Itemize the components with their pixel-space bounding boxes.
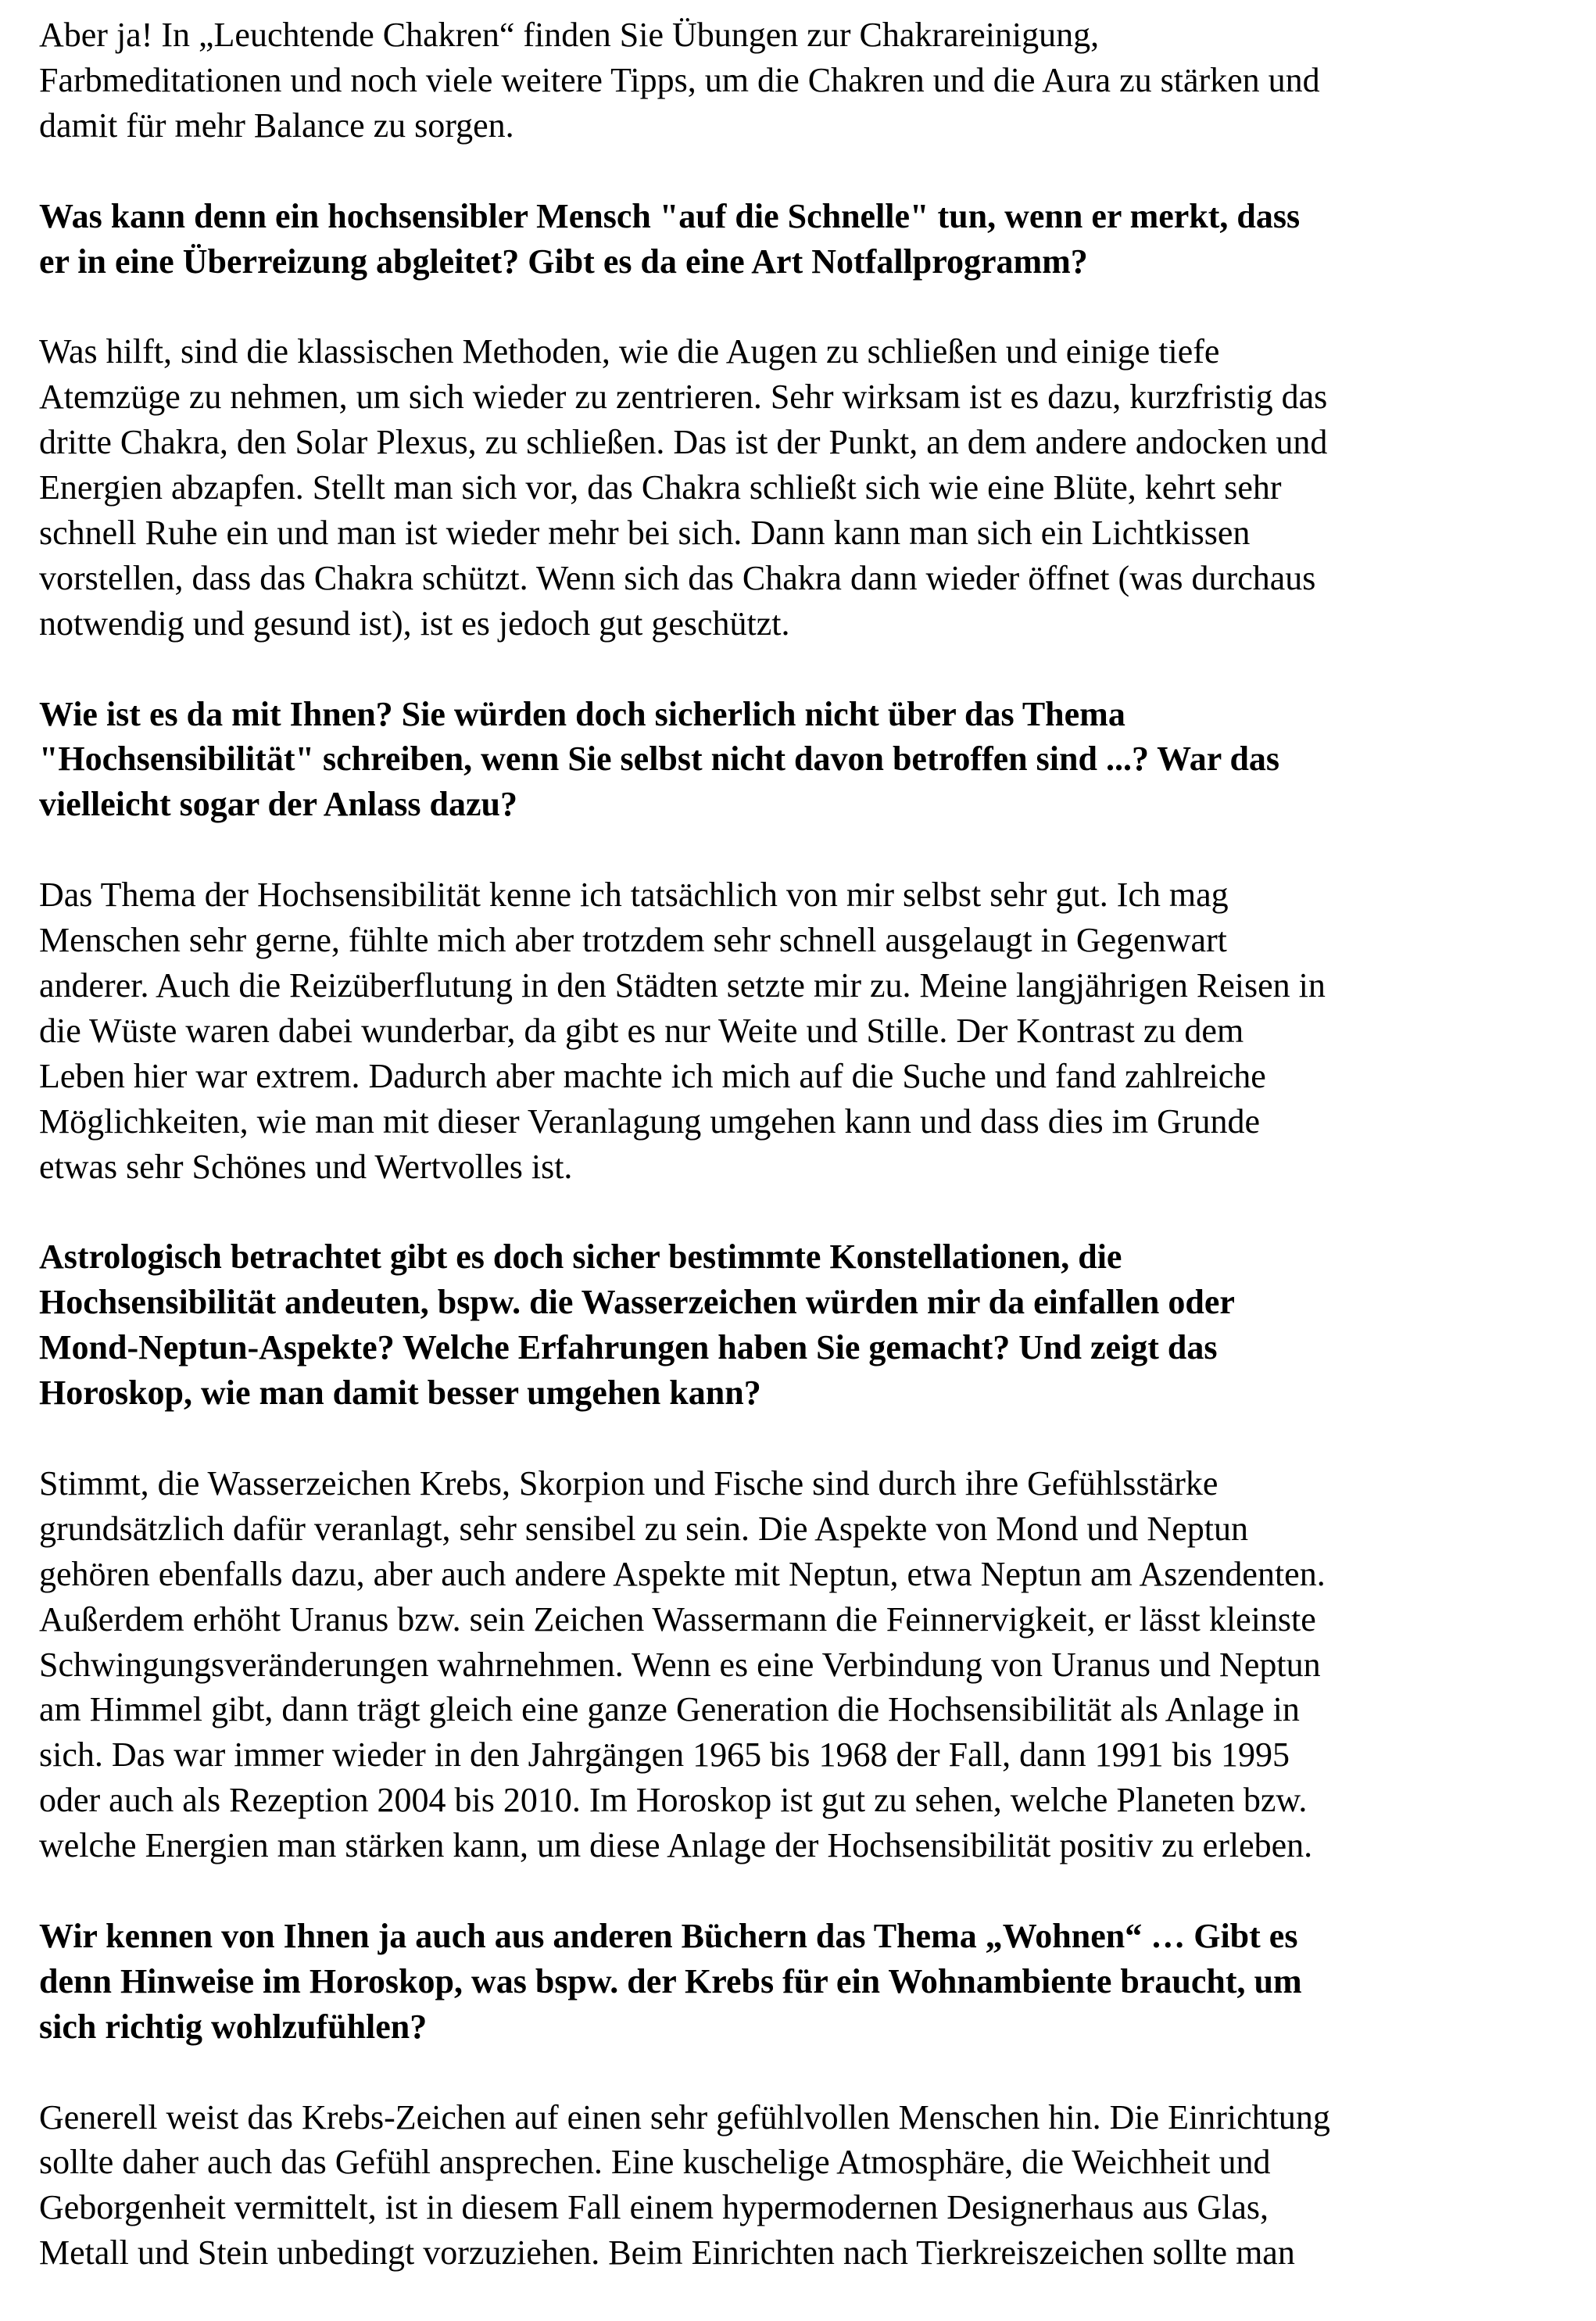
document-body: [39, 13, 1565, 2321]
answer-paragraph: [39, 2095, 1565, 2276]
text-line: damit für mehr Balance zu sorgen.: [39, 106, 514, 145]
text-line: vielleicht sogar der Anlass dazu?: [39, 785, 517, 824]
question-heading: [39, 194, 1565, 285]
question-heading: [39, 1234, 1565, 1416]
text-line: schnell Ruhe ein und man ist wieder mehr bei sich. Dann kann man sich ein Lichtkissen: [39, 513, 1251, 552]
text-line: "Hochsensibilität" schreiben, wenn Sie selbst nicht davon betroffen sind ...? War das: [39, 740, 1280, 779]
text-line: Atemzüge zu nehmen, um sich wieder zu zentrieren. Sehr wirksam ist es dazu, kurzfristig das: [39, 378, 1328, 417]
text-line: Metall und Stein unbedingt vorzuziehen. Beim Einrichten nach Tierkreiszeichen sollte man: [39, 2233, 1295, 2273]
answer-paragraph: [39, 872, 1565, 1189]
text-line: Was kann denn ein hochsensibler Mensch "auf die Schnelle" tun, wenn er merkt, dass: [39, 196, 1301, 235]
text-line: sich. Das war immer wieder in den Jahrgängen 1965 bis 1968 der Fall, dann 1991 bis 1995: [39, 1735, 1290, 1775]
text-line: vorstellen, dass das Chakra schützt. Wenn sich das Chakra dann wieder öffnet (was durchaus: [39, 558, 1316, 597]
text-line: Generell weist das Krebs-Zeichen auf einen sehr gefühlvollen Menschen hin. Die Einrichtung: [39, 2097, 1330, 2137]
text-line: sollte daher auch das Gefühl ansprechen. Eine kuschelige Atmosphäre, die Weichheit und: [39, 2143, 1271, 2182]
text-line: Stimmt, die Wasserzeichen Krebs, Skorpion und Fische sind durch ihre Gefühlsstärke: [39, 1463, 1218, 1503]
text-line: welche Energien man stärken kann, um diese Anlage der Hochsensibilität positiv zu erleben.: [39, 1826, 1313, 1865]
text-line: notwendig und gesund ist), ist es jedoch gut geschützt.: [39, 604, 790, 643]
text-line: Energien abzapfen. Stellt man sich vor, das Chakra schließt sich wie eine Blüte, kehrt sehr: [39, 468, 1282, 507]
text-line: Möglichkeiten, wie man mit dieser Veranlagung umgehen kann und dass dies im Grunde: [39, 1101, 1261, 1141]
text-line: Was hilft, sind die klassischen Methoden, wie die Augen zu schließen und einige tiefe: [39, 332, 1220, 371]
text-line: gehören ebenfalls dazu, aber auch andere Aspekte mit Neptun, etwa Neptun am Aszendenten.: [39, 1554, 1326, 1593]
text-line: Wir kennen von Ihnen ja auch aus anderen Büchern das Thema „Wohnen“ … Gibt es: [39, 1916, 1298, 1955]
question-heading: [39, 1914, 1565, 2050]
text-line: Geborgenheit vermittelt, ist in diesem Fall einem hypermodernen Designerhaus aus Glas,: [39, 2188, 1269, 2227]
text-line: Das Thema der Hochsensibilität kenne ich tatsächlich von mir selbst sehr gut. Ich mag: [39, 876, 1229, 915]
text-line: Farbmeditationen und noch viele weitere Tipps, um die Chakren und die Aura zu stärken und: [39, 60, 1320, 99]
text-line: Menschen sehr gerne, fühlte mich aber trotzdem sehr schnell ausgelaugt in Gegenwart: [39, 921, 1227, 960]
text-line: oder auch als Rezeption 2004 bis 2010. Im Horoskop ist gut zu sehen, welche Planeten bzw.: [39, 1781, 1308, 1820]
text-line: Wie ist es da mit Ihnen? Sie würden doch sicherlich nicht über das Thema: [39, 694, 1125, 733]
text-line: er in eine Überreizung abgleitet? Gibt es da eine Art Notfallprogramm?: [39, 242, 1088, 281]
text-line: etwas sehr Schönes und Wertvolles ist.: [39, 1147, 573, 1186]
text-line: Schwingungsveränderungen wahrnehmen. Wenn es eine Verbindung von Uranus und Neptun: [39, 1645, 1321, 1684]
text-line: Mond-Neptun-Aspekte? Welche Erfahrungen haben Sie gemacht? Und zeigt das: [39, 1328, 1218, 1367]
text-line: Leben hier war extrem. Dadurch aber machte ich mich auf die Suche und fand zahlreiche: [39, 1056, 1266, 1095]
text-line: grundsätzlich dafür veranlagt, sehr sensibel zu sein. Die Aspekte von Mond und Neptun: [39, 1509, 1248, 1548]
text-line: Astrologisch betrachtet gibt es doch sicher bestimmte Konstellationen, die: [39, 1238, 1122, 1277]
text-line: dritte Chakra, den Solar Plexus, zu schließen. Das ist der Punkt, an dem andere andocken und: [39, 423, 1328, 462]
text-line: die Wüste waren dabei wunderbar, da gibt es nur Weite und Stille. Der Kontrast zu dem: [39, 1011, 1244, 1050]
text-line: Hochsensibilität andeuten, bspw. die Wasserzeichen würden mir da einfallen oder: [39, 1283, 1235, 1322]
text-line: sich richtig wohlzufühlen?: [39, 2007, 428, 2046]
answer-paragraph: [39, 329, 1565, 646]
answer-paragraph: [39, 13, 1565, 149]
question-heading: [39, 692, 1565, 828]
text-line: denn Hinweise im Horoskop, was bspw. der Krebs für ein Wohnambiente braucht, um: [39, 1961, 1302, 2000]
text-line: Horoskop, wie man damit besser umgehen kann?: [39, 1374, 761, 1413]
answer-paragraph: [39, 1461, 1565, 1868]
text-line: am Himmel gibt, dann trägt gleich eine ganze Generation die Hochsensibilität als Anlage in: [39, 1690, 1300, 1729]
text-line: anderer. Auch die Reizüberflutung in den Städten setzte mir zu. Meine langjährigen Reisen in: [39, 965, 1326, 1005]
text-line: Aber ja! In „Leuchtende Chakren“ finden Sie Übungen zur Chakrareinigung,: [39, 16, 1100, 54]
text-line: Außerdem erhöht Uranus bzw. sein Zeichen Wassermann die Feinnervigkeit, er lässt kleinste: [39, 1599, 1316, 1639]
